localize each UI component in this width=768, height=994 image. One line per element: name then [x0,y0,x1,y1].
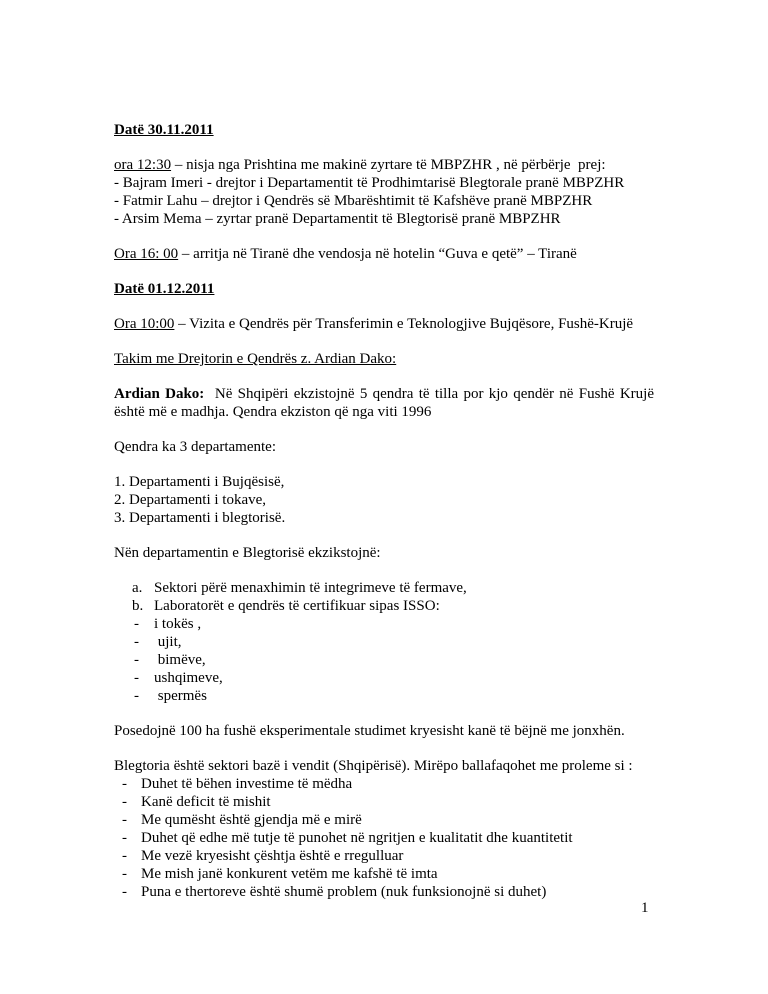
departure-text: – nisja nga Prishtina me makinë zyrtare të MBPZHR , në përbërje prej: [171,157,606,173]
livestock-intro: Blegtoria është sektori bazë i vendit (Shqipërisë). Mirëpo ballafaqohet me proleme si : [114,758,633,774]
arrival-time: Ora 16: 00 [114,246,179,262]
list-marker: - [134,616,139,632]
list-marker: - [122,866,127,882]
list-marker: b. [132,598,144,614]
arrival-line [114,245,577,263]
departure-time: ora 12:30 [114,157,172,173]
problem-text: Me vezë kryesisht çështja është e rregulluar [141,848,404,864]
list-marker: - [122,776,127,792]
page-number: 1 [641,900,649,916]
subdepartments-intro: Nën departamentin e Blegtorisë ekzikstojnë: [114,545,381,561]
department-item: 1. Departamenti i Bujqësisë, [114,474,285,490]
subdepartment-text: ujit, [154,634,182,650]
problem-text: Duhet të bëhen investime të mëdha [141,776,353,792]
list-marker: - [134,670,139,686]
member-line: - Fatmir Lahu – drejtor i Qendrës së Mbarështimit të Kafshëve pranë MBPZHR [114,193,593,209]
list-marker: - [122,848,127,864]
department-item: 2. Departamenti i tokave, [114,492,267,508]
dako-line-1 [114,385,654,403]
list-marker: - [134,634,139,650]
problem-text: Me mish janë konkurent vetëm me kafshë të imta [141,866,438,882]
visit-line [114,315,633,333]
list-marker: a. [132,580,143,596]
subdepartment-text: Sektori përë menaxhimin të integrimeve të fermave, [154,580,467,596]
list-marker: - [122,794,127,810]
subdepartment-text: i tokës , [154,616,202,632]
subdepartment-text: Laboratorët e qendrës të certifikuar sipas ISSO: [154,598,440,614]
department-item: 3. Departamenti i blegtorisë. [114,510,286,526]
meeting-heading: Takim me Drejtorin e Qendrës z. Ardian Dako: [114,351,397,367]
problem-text: Kanë deficit të mishit [141,794,271,810]
subdepartment-text: bimëve, [154,652,206,668]
subdepartment-text: spermës [154,688,207,704]
subdepartment-text: ushqimeve, [154,670,223,686]
problem-text: Puna e thertoreve është shumë problem (nuk funksionojnë si duhet) [141,884,547,900]
member-line: - Arsim Mema – zyrtar pranë Departamentit të Blegtorisë pranë MBPZHR [114,211,561,227]
list-marker: - [122,884,127,900]
date-heading-2: Datë 01.12.2011 [114,281,215,297]
dako-text-1: Në Shqipëri ekzistojnë 5 qendra të tilla por kjo qendër në Fushë Krujë [214,386,655,402]
fields-paragraph: Posedojnë 100 ha fushë eksperimentale studimet kryesisht kanë të bëjnë me jonxhën. [114,723,625,739]
dako-paragraph [114,385,654,421]
visit-text: – Vizita e Qendrës për Transferimin e Teknologjive Bujqësore, Fushë-Krujë [174,316,634,332]
member-line: - Bajram Imeri - drejtor i Departamentit të Prodhimtarisë Blegtorale pranë MBPZHR [114,175,625,191]
dako-line-2: është më e madhja. Qendra ekziston që nga viti 1996 [114,404,432,420]
list-marker: - [134,652,139,668]
speaker-name: Ardian Dako: [114,386,205,402]
arrival-text: – arritja në Tiranë dhe vendosja në hotelin “Guva e qetë” – Tiranë [178,246,577,262]
list-marker: - [122,830,127,846]
departments-intro: Qendra ka 3 departamente: [114,439,277,455]
date-heading-1: Datë 30.11.2011 [114,122,214,138]
visit-time: Ora 10:00 [114,316,175,332]
departure-line [114,156,606,174]
list-marker: - [122,812,127,828]
problem-text: Me qumësht është gjendja më e mirë [141,812,362,828]
problem-text: Duhet që edhe më tutje të punohet në ngritjen e kualitatit dhe kuantitetit [141,830,573,846]
list-marker: - [134,688,139,704]
